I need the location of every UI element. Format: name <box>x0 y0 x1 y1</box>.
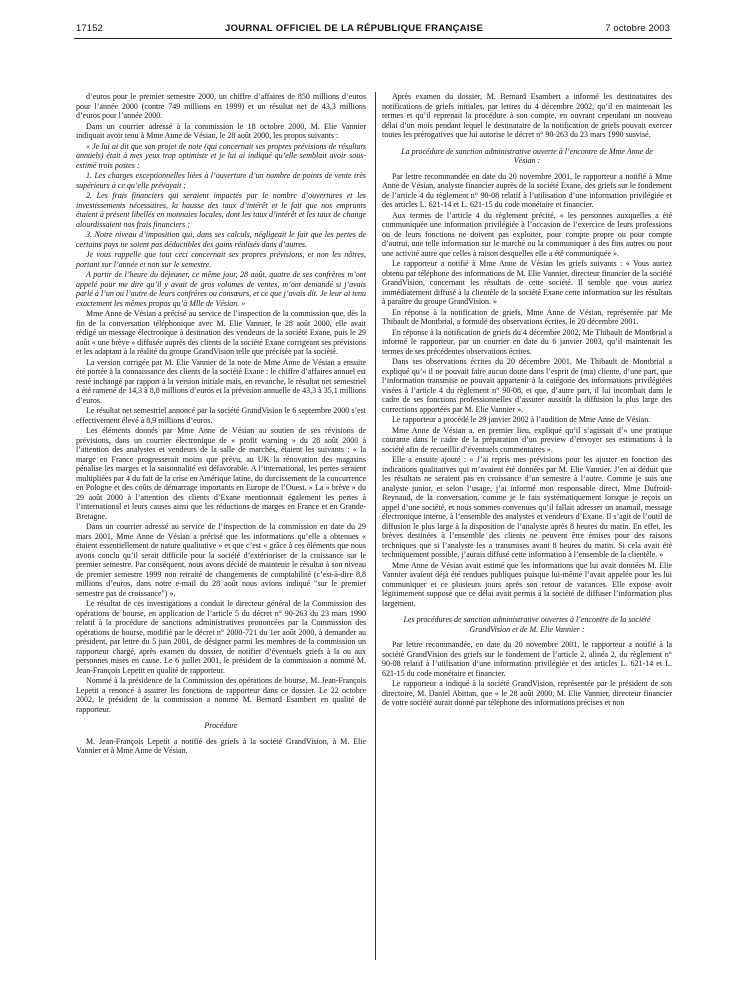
quoted-paragraph: 2. Les frais financiers qui seraient impactés par le nombre d’ouvertures et les investissements nécessaires, la hausse des taux d’intérêt et le fait que nos emprunts étaient à présent libellés en monnaies locales, dont les taux d’intérêt et les taux de change alourdissaient nos frais financiers ; <box>76 191 366 229</box>
page-header <box>76 20 670 36</box>
left-column <box>76 92 366 962</box>
section-heading: Les procédures de sanction administrative ouvertes à l’encontre de la société GrandVision et de M. Elie Vannier : <box>403 615 651 634</box>
quoted-paragraph: 3. Notre niveau d’imposition qui, dans ses calculs, négligeait le fait que les pertes de certains pays ne soient pas déductibles des gains réalisés dans d’autres. <box>76 230 366 249</box>
section-heading: Procédure <box>204 721 238 730</box>
paragraph: Mme Anne de Vésian a, en premier lieu, expliqué qu’il s’agissait d’« une pratique courante dans le cadre de la préparation d’un preview d’envoyer ses estimations à la société afin de recueillir d’éventuels commentaires ». <box>382 425 672 454</box>
paragraph: Après examen du dossier, M. Bernard Esambert a informé les destinataires des notifications de griefs initiales, par lettres du 4 décembre 2002, qu’il en maintenait les termes et qu’il reprenait la procédure à son compte, en ouvrant cependant un nouveau délai d’un mois pendant lequel le destinataire de la notification de griefs pouvait exercer toutes les prérogatives que lui autorise le décret n° 90-263 du 23 mars 1990 susvisé. <box>382 92 672 139</box>
paragraph: La version corrigée par M. Elie Vannier de la note de Mme Anne de Vésian a ensuite été portée à la connaissance des clients de la société Exane : le chiffre d’affaires annuel est resté inchangé par rapport à la version initiale mais, en revanche, le résultat net semestriel a été ramené de 14,3 à 8,8 millions d’euros et la prévision annuelle de 43,3 à 35,1 millions d’euros. <box>76 357 366 405</box>
quoted-paragraph: « Je lui ai dit que son projet de note (qui concernait ses propres prévisions de résultats annuels) était à mes yeux trop optimiste et je lui ai indiqué qu’elle semblait avoir sous-estimé trois postes : <box>76 141 366 170</box>
paragraph: Dans un courrier adressé à la commission le 18 octobre 2000, M. Elie Vannier indiquait avoir tenu à Mme Anne de Vésian, le 28 août 2000, les propos suivants : <box>76 121 366 140</box>
paragraph: M. Jean-François Lepetit a notifié des griefs à la société GrandVision, à M. Elie Vannier et à Mme Anne de Vésian. <box>76 736 366 755</box>
quoted-paragraph: Je vous rappelle que tout ceci concernait ses propres prévisions, et non les nôtres, portant sur l’année et non sur le semestre. <box>76 250 366 269</box>
paragraph: Le rapporteur a procédé le 29 janvier 2002 à l’audition de Mme Anne de Vésian. <box>392 415 651 424</box>
paragraph: Dans ses observations écrites du 20 décembre 2001, Me Thibault de Montbrial a expliqué qu’« il ne pouvait faire aucun doute dans l’esprit de (ma) cliente, d’une part, que l’information transmise ne pouvait appartenir à la catégorie des informations privilégiées visées à l’article 4 du règlement n° 90-08, et que, d’autre part, il lui incombait dans le cadre de ses fonctions professionnelles d’assurer aussitôt la diffusion la plus large des corrections apportées par M. Elie Vannier ». <box>382 357 672 414</box>
paragraph: Le rapporteur a notifié à Mme Anne de Vésian les griefs suivants : « Vous auriez obtenu par téléphone des informations de M. Elie Vannier, directeur financier de la société GrandVision, concernant les résultats de cette société. Il semble que vous auriez immédiatement diffusé à la clientèle de la société Exane cette information sur les résultats à paraître du groupe GrandVision. » <box>382 259 672 306</box>
paragraph: Les éléments donnés par Mme Anne de Vésian au soutien de ses révisions de prévisions, dans un courrier électronique de « profit warning » du 28 août 2000 à l’attention des analystes et vendeurs de la salle de marchés, étaient les suivants : « la marge en France progresserait moins que prévu, au UK la rénovation des magasins pénalise les marges et la saisonnalité est défavorable. A l’international, les pertes seraient multipliées par 4 du fait de la crise en Amérique latine, du durcissement de la concurrence en Pologne et des coûts de démarrage importants en Europe de l’Ouest. » La « brève » du 29 août 2000 à l’attention des clients d’Exane mentionnait également les pertes à l’international et leurs causes ainsi que les réductions de marges en France et en Grande-Bretagne. <box>76 426 366 521</box>
paragraph: d’euros pour le premier semestre 2000, un chiffre d’affaires de 850 millions d’euros pour l’année 2000 (contre 749 millions en 1999) et un résultat net de 43,3 millions d’euros pour l’année 2000. <box>76 92 366 120</box>
paragraph: Nommé à la présidence de la Commission des opérations de bourse, M. Jean-François Lepetit a renoncé à assurer les fonctions de rapporteur dans ce dossier. Le 22 octobre 2002, le président de la commission a nommé M. Bernard Esambert en qualité de rapporteur. <box>76 676 366 714</box>
journal-title: JOURNAL OFFICIEL DE LA RÉPUBLIQUE FRANÇAISE <box>224 22 484 34</box>
issue-date: 7 octobre 2003 <box>605 22 670 34</box>
paragraph: Elle a ensuite ajouté : « J’ai repris mes prévisions pour les ajuster en fonction des indications qualitatives qui m’avaient été données par M. Elie Vannier. J’en ai déduit que les résultats ne seraient pas en croissance d’un semestre à l’autre. Comme je suis une analyste junior, et selon l’usage, j’ai informé mon responsable direct, Mme Dufroid-Reynaud, de la conversation, comme je le fais systématiquement lorsque je reçois un appel d’une société, et nous sommes convenues qu’il fallait adresser un anamail, message électronique interne, à l’ensemble des analystes et vendeurs d’Exane. Il s’agit de l’outil de diffusion le plus large à la disposition de l’analyste après 8 heures du matin. En effet, les brèves destinées à l’ensemble des clients ne peuvent être émises pour des raisons techniques que si l’analyste les a transmises avant 8 heures du matin. Si cela avait été techniquement possible, j’aurais diffusé cette information à l’ensemble de la clientèle. » <box>382 455 672 559</box>
paragraph: Par lettre recommandée, en date du 20 novembre 2001, le rapporteur a notifié à la société GrandVision des griefs sur le fondement de l’article 2, alinéa 2, du règlement n° 90-08 relatif à l’utilisation d’une information privilégiée et des articles L. 621-14 et L. 621-15 du code monétaire et financier. <box>382 640 672 678</box>
right-column <box>382 92 672 962</box>
paragraph: Mme Anne de Vésian avait estimé que les informations que lui avait données M. Elie Vannier avaient déjà été rendues publiques puisque lui-même l’avait appelée pour les lui communiquer et ce plusieurs jours après son retour de vacances. Elle expose avoir légitimement supposé que ce délai avait permis à la société de diffuser l’information plus largement. <box>382 560 672 608</box>
paragraph: En réponse à la notification de griefs, Mme Anne de Vésian, représentée par Me Thibault de Montbrial, a formulé des observations écrites, le 20 décembre 2001. <box>382 307 672 326</box>
paragraph: Le résultat net semestriel annoncé par la société GrandVision le 6 septembre 2000 s’est effectivement élevé à 8,9 millions d’euros. <box>76 406 366 425</box>
header-rule <box>74 38 672 39</box>
quoted-paragraph: A partir de l’heure du déjeuner, ce même jour, 28 août, quatre de ses confrères m’ont appelé pour me dire qu’il y avait de gros volumes de ventes, m’ont demandé si j’avais parlé à l’un ou l’autre de leurs confrères ou consœurs, et ce que j’avais dit. Je leur ai tenu exactement les mêmes propos qu’à Mlle de Vésian. » <box>76 270 366 308</box>
quoted-paragraph: 1. Les charges exceptionnelles liées à l’ouverture d’un nombre de points de vente très supérieurs à ce qu’elle prévoyait ; <box>76 171 366 190</box>
page-number: 17152 <box>76 22 103 34</box>
paragraph: Le résultat de ces investigations a conduit le directeur général de la Commission des opérations de bourse, en application de l’article 5 du décret n° 90-263 du 23 mars 1990 relatif à la procédure de sanctions administratives prononcées par la Commission des opérations de bourse, modifié par le décret n° 2000-721 du 1er août 2000, à demander au président, par lettre du 5 juin 2001, de désigner parmi les membres de la commission un rapporteur chargé, après examen du dossier, de notifier d’éventuels griefs à la ou aux personnes mises en cause. Le 6 juillet 2001, le président de la commission a nommé M. Jean-François Lepetit en qualité de rapporteur. <box>76 599 366 675</box>
paragraph: Le rapporteur a indiqué à la société GrandVision, représentée par le président de son directoire, M. Daniel Abittan, que « le 28 août 2000, M. Elie Vannier, directeur financier de votre société aurait donné par téléphone des informations précises et non <box>382 679 672 707</box>
paragraph: Aux termes de l’article 4 du règlement précité, « les personnes auxquelles a été communiquée une information privilégiée à l’occasion de l’exercice de leurs professions ou de leurs fonctions ne doivent pas exploiter, pour compte propre ou pour compte d’autrui, une telle information sur le marché ou la communiquer à des fins autres ou pour une activité autre que celles à raison desquelles elle a été communiquée ». <box>382 210 672 258</box>
paragraph: Par lettre recommandée en date du 20 novembre 2001, le rapporteur a notifié à Mme Anne de Vésian, analyste financier auprès de la société Exane, des griefs sur le fondement de l’article 4 du règlement n° 90-08 relatif à l’utilisation d’une information privilégiée et des articles L. 621-14 et L. 621-15 du code monétaire et financier. <box>382 171 672 209</box>
paragraph: Dans un courrier adressé au service de l’inspection de la commission en date du 29 mars 2001, Mme Anne de Vésian a précisé que les informations qu’elle a obtenues « étaient essentiellement de nature qualitative » et que c’est « grâce à ces éléments que nous avons conclu qu’il serait difficile pour la société d’extérioriser de la croissance sur le premier semestre. Par conséquent, nous avons décidé de maintenir le résultat à son niveau de premier semestre 1999 non retraité de changements de comptabilité (c’est-à-dire 8,8 millions d’euros, dans notre e-mail du 28 août nous avions indiqué "sur le premier semestre pas de croissance") ». <box>76 522 366 598</box>
paragraph: En réponse à la notification de griefs du 4 décembre 2002, Me Thibault de Montbrial a informé le rapporteur, par un courrier en date du 6 janvier 2003, qu’il maintenait les termes de ses précédentes observations écrites. <box>382 327 672 356</box>
column-divider <box>375 92 376 960</box>
section-heading: La procédure de sanction administrative ouverte à l’encontre de Mme Anne de Vésian : <box>401 146 653 165</box>
paragraph: Mme Anne de Vésian a précisé au service de l’inspection de la commission que, dès la fin de la conversation téléphonique avec M. Elie Vannier, le 28 août 2000, elle avait rédigé un message électronique à destination des vendeurs de la société Exane, puis le 29 août « une brève » diffusée auprès des clients de la société Exane corrigeant ses prévisions et les adaptant à la réalité du groupe GrandVision telle que précisée par la société. <box>76 309 366 356</box>
